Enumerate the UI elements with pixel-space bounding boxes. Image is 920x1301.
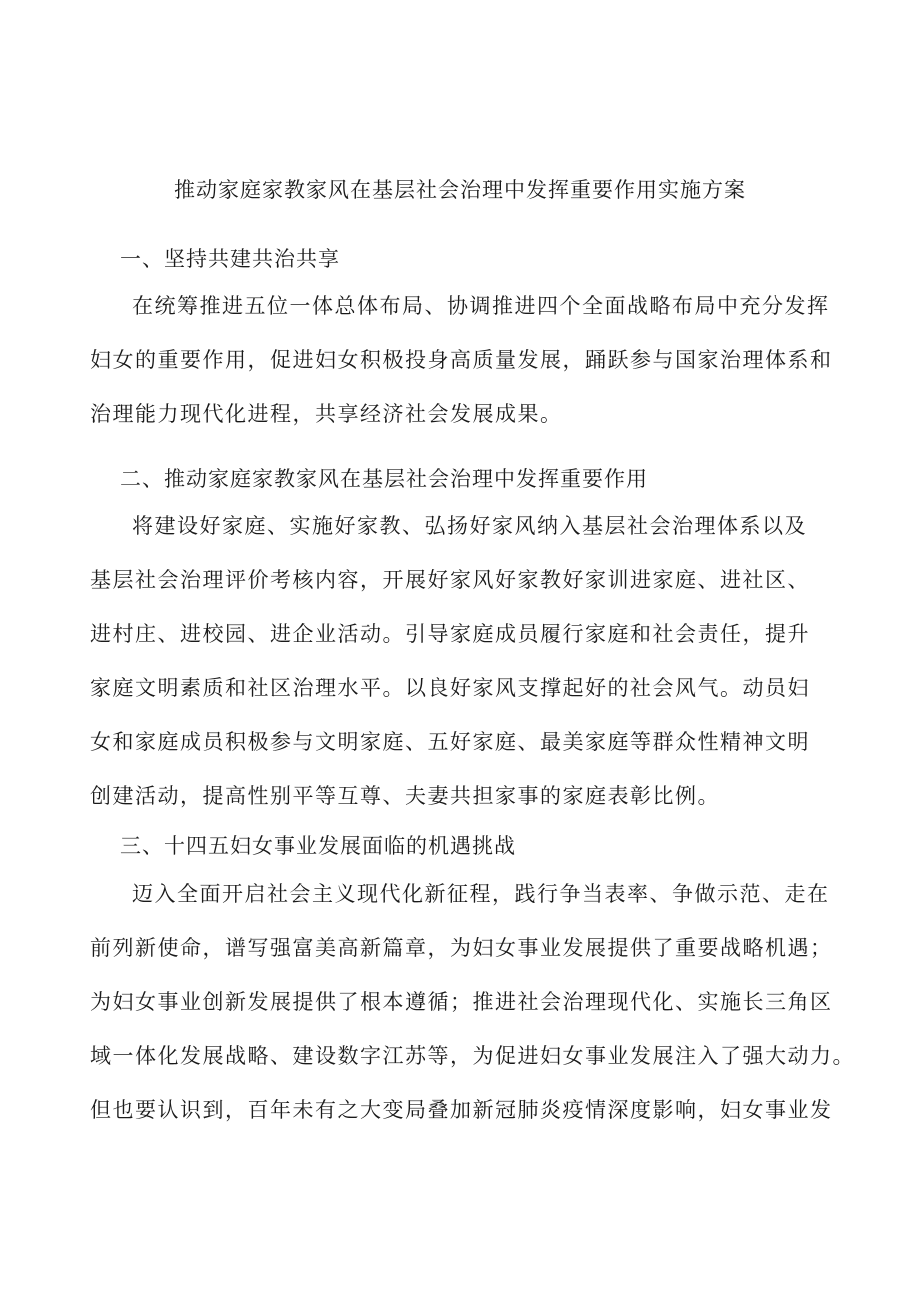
paragraph-line: 在统筹推进五位一体总体布局、协调推进四个全面战略布局中充分发挥	[132, 294, 830, 318]
document-title: 推动家庭家教家风在基层社会治理中发挥重要作用实施方案	[174, 178, 746, 202]
section-heading-1: 一、坚持共建共治共享	[120, 247, 340, 271]
paragraph-line: 域一体化发展战略、建设数字江苏等，为促进妇女事业发展注入了强大动力。	[90, 1044, 855, 1068]
paragraph-line: 进村庄、进校园、进企业活动。引导家庭成员履行家庭和社会责任，提升	[90, 622, 810, 646]
paragraph-line: 为妇女事业创新发展提供了根本遵循；推进社会治理现代化、实施长三角区	[90, 990, 833, 1014]
section-paragraph-2	[90, 499, 850, 823]
paragraph-line: 创建活动，提高性别平等互尊、夫妻共担家事的家庭表彰比例。	[90, 784, 720, 808]
paragraph-line: 妇女的重要作用，促进妇女积极投身高质量发展，踊跃参与国家治理体系和	[90, 348, 833, 372]
paragraph-line: 但也要认识到，百年未有之大变局叠加新冠肺炎疫情深度影响，妇女事业发	[90, 1098, 833, 1122]
paragraph-line: 前列新使命，谱写强富美高新篇章，为妇女事业发展提供了重要战略机遇；	[90, 936, 833, 960]
paragraph-line: 基层社会治理评价考核内容，开展好家风好家教好家训进家庭、进社区、	[90, 568, 810, 592]
paragraph-line: 女和家庭成员积极参与文明家庭、五好家庭、最美家庭等群众性精神文明	[90, 730, 810, 754]
paragraph-line: 家庭文明素质和社区治理水平。以良好家风支撑起好的社会风气。动员妇	[90, 676, 810, 700]
section-paragraph-3	[90, 867, 855, 1137]
paragraph-line: 治理能力现代化进程，共享经济社会发展成果。	[90, 402, 563, 426]
paragraph-line: 将建设好家庭、实施好家教、弘扬好家风纳入基层社会治理体系以及	[132, 514, 807, 538]
section-heading-2: 二、推动家庭家教家风在基层社会治理中发挥重要作用	[120, 467, 648, 491]
section-heading-3: 三、十四五妇女事业发展面临的机遇挑战	[120, 834, 516, 858]
paragraph-line: 迈入全面开启社会主义现代化新征程，践行争当表率、争做示范、走在	[132, 882, 830, 906]
section-paragraph-1	[90, 279, 850, 441]
